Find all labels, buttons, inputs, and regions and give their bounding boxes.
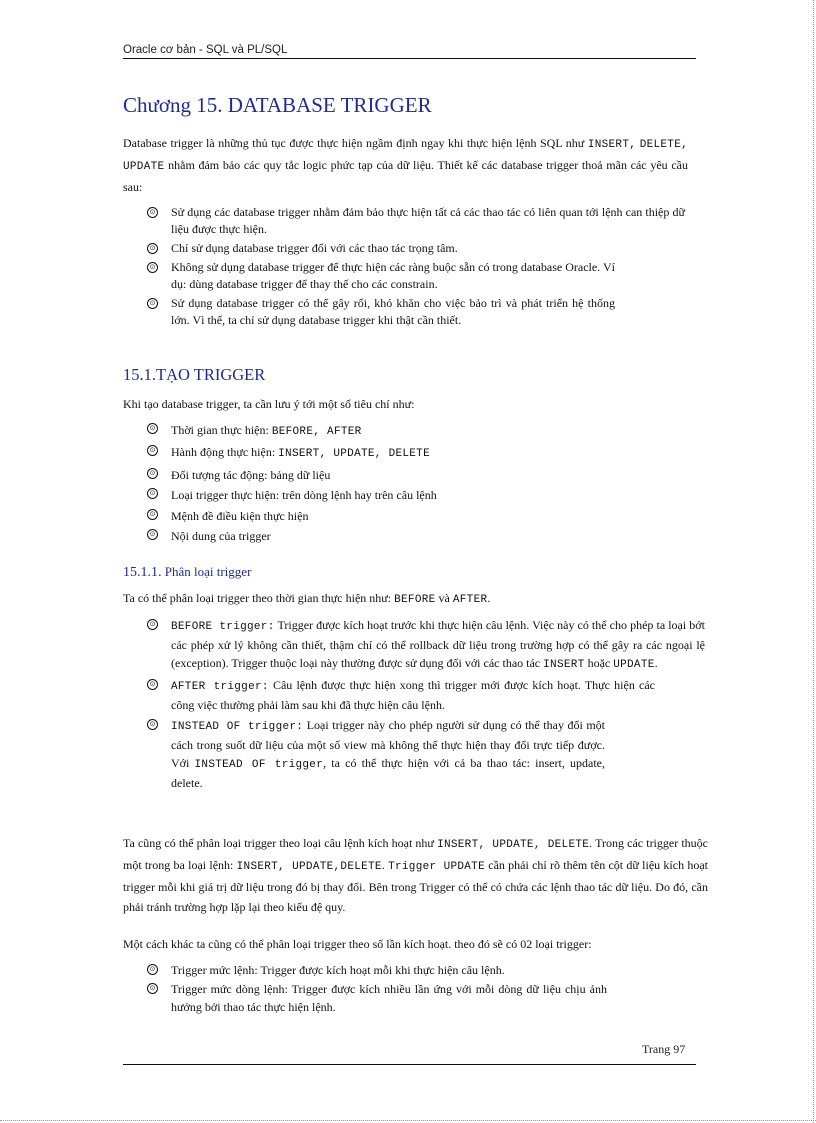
- after-trigger-text: Câu lệnh được thực hiện xong thì trigger mới được kích hoạt. Thực hiện các công việc thường phải làm sau khi đã thực hiện câu lệnh.: [171, 678, 655, 712]
- bullet-icon: ⊙: [147, 262, 158, 273]
- classification-intro: [123, 589, 688, 610]
- criteria-item: [147, 506, 687, 526]
- criteria-text: Thời gian thực hiện:: [171, 423, 272, 437]
- bullet-icon: ⊙: [147, 423, 158, 434]
- code-before: BEFORE: [394, 594, 436, 606]
- firing-type-item: [147, 961, 667, 979]
- bullet-icon: ⊙: [147, 488, 158, 499]
- requirement-item: [147, 259, 685, 293]
- firing-types-list: [147, 961, 667, 1016]
- criteria-code: INSERT, UPDATE, DELETE: [278, 448, 430, 461]
- firing-count-paragraph: Một cách khác ta cũng có thể phân loại trigger theo số lần kích hoạt. theo đó sẽ có 02 loại trigger:: [123, 937, 592, 951]
- criteria-item: [147, 465, 687, 485]
- criteria-code: BEFORE, AFTER: [271, 426, 362, 438]
- section-heading: 15.1.TẠO TRIGGER: [123, 365, 266, 384]
- requirement-item: [147, 204, 685, 238]
- before-trigger-or: hoặc: [584, 656, 614, 670]
- requirement-item: [147, 295, 685, 329]
- header-rule: [123, 58, 696, 59]
- trigger-type-after: [147, 676, 705, 714]
- instead-of-trigger-text: Loại trigger này cho phép người sử dụng có thể thay đổi một cách trong suốt dữ liệu của một số view mà không thể thực hiện thay đổi trực tiếp được. Với: [171, 718, 606, 770]
- firing-type-item: [147, 980, 667, 1016]
- bullet-icon: ⊙: [147, 445, 158, 456]
- code-insert-update-delete-2: INSERT, UPDATE,DELETE: [236, 861, 382, 873]
- bullet-icon: ⊙: [147, 964, 158, 975]
- bullet-icon: ⊙: [147, 619, 158, 630]
- intro-paragraph: [123, 133, 688, 197]
- statement-type-paragraph: [123, 833, 708, 917]
- intro-code-delete-update: DELETE, UPDATE: [123, 139, 688, 173]
- subsection-title: Phân loại trigger: [164, 564, 252, 579]
- criteria-text: Nội dung của trigger: [171, 529, 271, 544]
- code-after: AFTER: [452, 594, 488, 606]
- instead-of-code-inline: INSTEAD OF trigger: [194, 759, 324, 771]
- before-trigger-code: BEFORE trigger:: [171, 621, 275, 633]
- code-trigger-update: Trigger UPDATE: [388, 861, 485, 873]
- criteria-item: [147, 420, 687, 442]
- criteria-item: [147, 526, 687, 546]
- running-header: Oracle cơ bản - SQL và PL/SQL: [123, 44, 288, 56]
- classification-intro-and: và: [435, 591, 453, 605]
- bullet-icon: ⊙: [147, 529, 158, 540]
- criteria-text: Loại trigger thực hiện: trên dòng lệnh hay trên câu lệnh: [171, 488, 437, 503]
- requirement-item: [147, 240, 685, 257]
- instead-of-trigger-end: , ta có thể thực hiện với cả ba thao tác: insert, update, delete.: [171, 756, 605, 790]
- page-number: Trang 97: [642, 1042, 686, 1056]
- chapter-title: Chương 15. DATABASE TRIGGER: [123, 93, 432, 117]
- requirement-text: Không sử dụng database trigger để thực hiện các ràng buộc sẵn có trong database Oracle. Ví dụ: dùng database trigger để thay thế cho các constrain.: [171, 260, 615, 291]
- bullet-icon: ⊙: [147, 679, 158, 690]
- intro-text-b: nhằm đảm bảo các quy tắc logic phức tạp của dữ liệu. Thiết kế các database trigger thoả mãn các yêu cầu sau:: [123, 158, 688, 194]
- trigger-type-instead-of: [147, 716, 705, 792]
- code-update: UPDATE: [613, 659, 655, 671]
- criteria-item: [147, 442, 687, 464]
- firing-type-text: Trigger mức dòng lệnh: Trigger được kích nhiều lần ứng với mỗi dòng dữ liệu chịu ảnh hưởng bởi thao tác thực hiện lệnh.: [171, 982, 607, 1014]
- after-trigger-code: AFTER trigger:: [171, 681, 269, 693]
- criteria-text: Hành động thực hiện:: [171, 445, 279, 460]
- classification-intro-text: Ta có thể phân loại trigger theo thời gian thực hiện như:: [123, 591, 395, 605]
- intro-code-insert: INSERT,: [587, 139, 637, 151]
- before-trigger-end: .: [654, 656, 658, 670]
- requirement-text: Sử dụng các database trigger nhằm đảm bảo thực hiện tất cả các thao tác có liên quan tới lệnh can thiệp dữ liệu được thực hiện.: [171, 205, 685, 236]
- bullet-icon: ⊙: [147, 298, 158, 309]
- bullet-icon: ⊙: [147, 509, 158, 520]
- criteria-text: Mệnh đề điều kiện thực hiện: [171, 508, 309, 523]
- criteria-item: [147, 485, 687, 505]
- classification-intro-end: .: [487, 591, 491, 605]
- statement-type-text-a: Ta cũng có thể phân loại trigger theo loại câu lệnh kích hoạt như: [123, 836, 438, 850]
- code-insert: INSERT: [543, 659, 585, 671]
- instead-of-trigger-code: INSTEAD OF trigger:: [171, 721, 304, 733]
- requirements-list: [147, 204, 685, 329]
- criteria-text: Đối tượng tác động: bảng dữ liệu: [171, 467, 331, 482]
- page-border-bottom: [0, 1120, 816, 1121]
- statement-type-text-d: cần phải chỉ rõ thêm tên cột dữ liệu kích hoạt trigger mỗi khi giá trị dữ liệu trong đó bị thay đổi. Bên trong Trigger có thể có chứa các lệnh thao tác dữ liệu. Do đó, cần phải tránh trường hợp lặp lại theo kiểu đệ quy.: [123, 858, 708, 914]
- requirement-text: Sử dụng database trigger có thể gây rối, khó khăn cho việc bảo trì và phát triển hệ thống lớn. Vì thế, ta chỉ sử dụng database trigger khi thật cần thiết.: [171, 296, 615, 327]
- bullet-icon: ⊙: [147, 243, 158, 254]
- trigger-types-list: [147, 616, 705, 792]
- bullet-icon: ⊙: [147, 719, 158, 730]
- page-border-right: [813, 0, 814, 1123]
- bullet-icon: ⊙: [147, 468, 158, 479]
- trigger-type-before: [147, 616, 705, 674]
- statement-type-text-b: . Trong các trigger thuộc một trong ba loại lệnh:: [123, 836, 709, 872]
- criteria-list: [147, 420, 687, 546]
- statement-type-text-c: .: [381, 858, 389, 872]
- footer-rule: [123, 1064, 696, 1065]
- section-intro: Khi tạo database trigger, ta cần lưu ý tới một số tiêu chí như:: [123, 397, 415, 411]
- code-insert-update-delete: INSERT, UPDATE, DELETE: [437, 839, 590, 851]
- firing-type-text: Trigger mức lệnh: Trigger được kích hoạt mỗi khi thực hiện câu lệnh.: [171, 963, 505, 977]
- subsection-number: 15.1.1.: [123, 565, 162, 580]
- before-trigger-text: Trigger được kích hoạt trước khi thực hiện câu lệnh. Việc này có thể cho phép ta loại bớt các phép xử lý không cần thiết, thậm chí có thể rollback dữ liệu trong trường hợp có thể gây ra các ngoại lệ (exception). Trigger thuộc loại này thường được sử dụng đối với các thao tác: [171, 618, 705, 670]
- requirement-text: Chỉ sử dụng database trigger đối với các thao tác trọng tâm.: [171, 241, 458, 255]
- bullet-icon: ⊙: [147, 983, 158, 994]
- intro-text-a: Database trigger là những thủ tục được thực hiện ngầm định ngay khi thực hiện lệnh SQL như: [123, 136, 588, 150]
- bullet-icon: ⊙: [147, 207, 158, 218]
- subsection-heading: [123, 564, 251, 581]
